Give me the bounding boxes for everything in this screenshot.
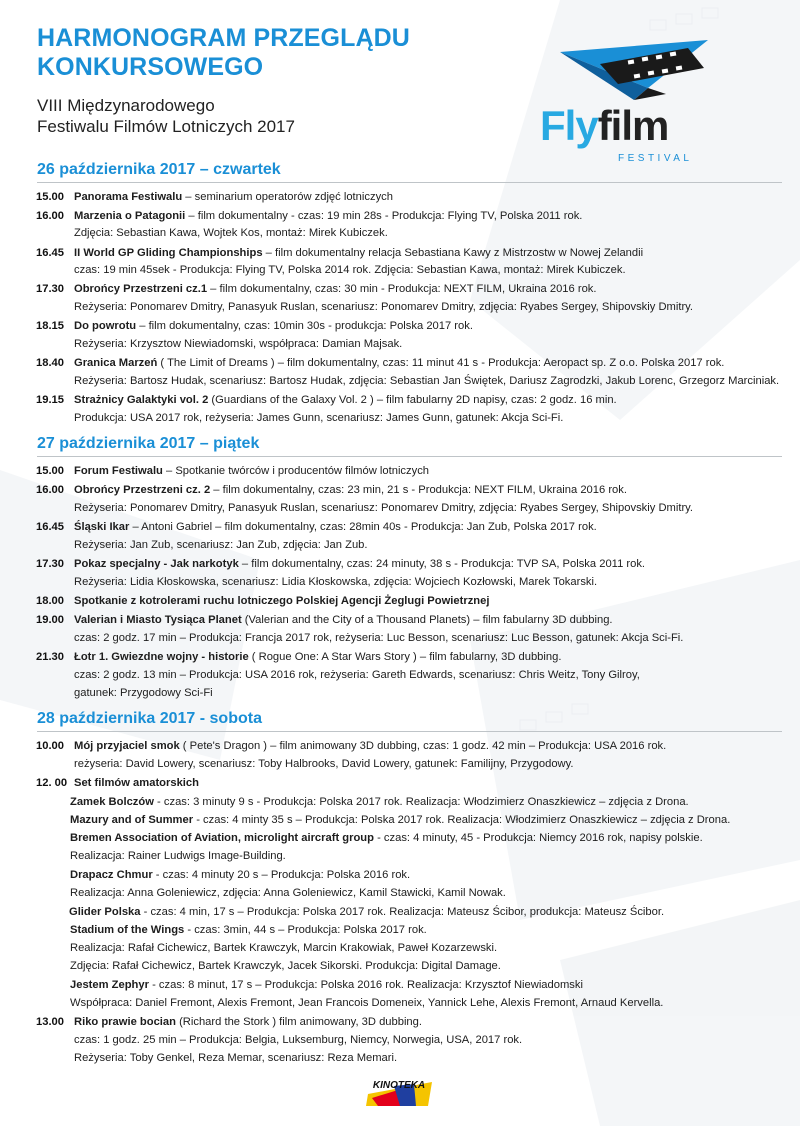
day-divider-2 — [37, 456, 782, 457]
entry-credits: Reżyseria: Toby Genkel, Reza Memar, scenariusz: Reza Memari. — [74, 1052, 398, 1064]
entry-credits: Zdjęcia: Sebastian Kawa, Wojtek Kos, montaż: Mirek Kubiczek. — [74, 227, 388, 239]
entry-details: - czas: 3min, 44 s – Produkcja: Polska 2017 rok. — [184, 924, 427, 936]
entry-text — [74, 520, 597, 535]
entry-details: ( Rogue One: A Star Wars Story ) – film fabularny, 3D dubbing. — [248, 651, 562, 663]
entry-details: – Spotkanie twórców i producentów filmów lotniczych — [162, 465, 430, 477]
entry-title: Śląski Ikar — [74, 521, 130, 533]
entry-text — [74, 739, 666, 754]
entry-title: Strażnicy Galaktyki vol. 2 — [74, 394, 209, 406]
entry-details: - czas: 3 minuty 9 s - Produkcja: Polska 2017 rok. Realizacja: Włodzimierz Onaszkiewicz – zdjęcia z Drona. — [153, 796, 689, 808]
entry-credits: Reżyseria: Ponomarev Dmitry, Panasyuk Ruslan, scenariusz: Ponomarev Dmitry, zdjęcia: Ryabes Sergey, Shipovskiy Dmitry. — [74, 301, 694, 313]
entry-text — [74, 356, 724, 371]
entry-time: 16.00 — [36, 210, 64, 222]
entry-title: II World GP Gliding Championships — [74, 247, 263, 259]
entry-text — [70, 923, 427, 938]
entry-text — [74, 282, 597, 297]
entry-details: – film dokumentalny, czas: 24 minuty, 38 s - Produkcja: TVP SA, Polska 2011 rok. — [238, 558, 646, 570]
entry-time: 12. 00 — [36, 777, 68, 789]
entry-title: Set filmów amatorskich — [74, 777, 199, 789]
entry-time: 18.40 — [36, 357, 64, 369]
entry-time: 15.00 — [36, 465, 64, 477]
entry-details: (Richard the Stork ) film animowany, 3D dubbing. — [175, 1016, 422, 1028]
day-heading-1: 26 października 2017 – czwartek — [37, 161, 281, 178]
entry-time: 16.45 — [36, 247, 64, 259]
entry-title: Zamek Bolczów — [70, 796, 154, 808]
entry-text — [74, 319, 473, 334]
entry-details: – film dokumentalny - czas: 19 min 28s - Produkcja: Flying TV, Polska 2011 rok. — [185, 210, 583, 222]
entry-text — [74, 190, 393, 205]
entry-text — [74, 246, 643, 261]
entry-text — [70, 795, 689, 810]
entry-text — [70, 868, 410, 883]
entry-details: - czas: 4 minty 35 s – Produkcja: Polska 2017 rok. Realizacja: Włodzimierz Onaszkiewicz – zdjęcia z Drona. — [193, 814, 731, 826]
entry-title: Pokaz specjalny - Jak narkotyk — [74, 558, 239, 570]
entry-time: 10.00 — [36, 740, 64, 752]
entry-credits: Reżyseria: Jan Zub, scenariusz: Jan Zub, zdjęcia: Jan Zub. — [74, 539, 368, 551]
entry-credits: Reżyseria: Ponomarev Dmitry, Panasyuk Ruslan, scenariusz: Ponomarev Dmitry, zdjęcia: Ryabes Sergey, Shipovskiy Dmitry. — [74, 502, 694, 514]
entry-title: Marzenia o Patagonii — [74, 210, 186, 222]
logo-fly-text: Fly — [540, 102, 598, 149]
entry-text — [74, 209, 582, 224]
entry-title: Granica Marzeń — [74, 357, 158, 369]
entry-time: 19.00 — [36, 614, 64, 626]
entry-details: – Antoni Gabriel – film dokumentalny, czas: 28min 40s - Produkcja: Jan Zub, Polska 2017 rok. — [129, 521, 597, 533]
kinoteka-logo-text: KINOTEKA — [372, 1080, 426, 1091]
entry-title: Forum Festiwalu — [74, 465, 163, 477]
entry-credits: Współpraca: Daniel Fremont, Alexis Fremont, Jean Francois Domeneix, Yannick Lehe, Alexis Fremont, Arnaud Kervella. — [70, 997, 664, 1009]
entry-credits: czas: 2 godz. 13 min – Produkcja: USA 2016 rok, reżyseria: Gareth Edwards, scenariusz: Chris Weitz, Tony Gilroy, — [74, 669, 640, 681]
entry-credits: Zdjęcia: Rafał Cichewicz, Bartek Krawczyk, Jacek Sikorski. Produkcja: Digital Damage. — [70, 960, 501, 972]
entry-credits: czas: 2 godz. 17 min – Produkcja: Francja 2017 rok, reżyseria: Luc Besson, scenariusz: Luc Besson, gatunek: Akcja Sci-Fi. — [74, 632, 684, 644]
entry-credits: Produkcja: USA 2017 rok, reżyseria: James Gunn, scenariusz: James Gunn, gatunek: Akcja Sci-Fi. — [74, 412, 564, 424]
entry-details: - czas: 4 minuty, 45 - Produkcja: Niemcy 2016 rok, napisy polskie. — [373, 832, 703, 844]
entry-text — [74, 776, 199, 791]
entry-time: 18.00 — [36, 595, 64, 607]
entry-title: Valerian i Miasto Tysiąca Planet — [74, 614, 242, 626]
entry-time: 16.00 — [36, 484, 64, 496]
entry-details: – film dokumentalny relacja Sebastiana Kawy z Mistrzostw w Nowej Zelandii — [262, 247, 644, 259]
entry-time: 17.30 — [36, 558, 64, 570]
entry-details: - czas: 4 min, 17 s – Produkcja: Polska 2017 rok. Realizacja: Mateusz Ścibor, produkcja: Mateusz Ścibor. — [140, 906, 665, 918]
entry-text — [74, 594, 489, 609]
page-subtitle — [37, 95, 295, 137]
entry-credits: gatunek: Przygodowy Sci-Fi — [74, 687, 213, 699]
entry-title: Riko prawie bocian — [74, 1016, 176, 1028]
kinoteka-sponsor-logo-icon — [358, 1076, 440, 1110]
entry-text — [74, 613, 613, 628]
entry-text — [74, 1015, 422, 1030]
entry-time: 18.15 — [36, 320, 64, 332]
entry-credits: Realizacja: Rafał Cichewicz, Bartek Krawczyk, Marcin Krakowiak, Paweł Kozarzewski. — [70, 942, 498, 954]
entry-title: Panorama Festiwalu — [74, 191, 183, 203]
entry-details: (Valerian and the City of a Thousand Planets) – film fabularny 3D dubbing. — [241, 614, 613, 626]
entry-text — [69, 905, 664, 920]
entry-details: ( The Limit of Dreams ) – film dokumentalny, czas: 11 minut 41 s - Produkcja: Aeropact sp. Z o.o. Polska 2017 rok. — [157, 357, 725, 369]
entry-credits: reżyseria: David Lowery, scenariusz: Toby Halbrooks, David Lowery, gatunek: Familijny, Przygodowy. — [74, 758, 574, 770]
entry-text — [74, 483, 627, 498]
logo-festival-text: FESTIVAL — [618, 153, 693, 164]
entry-details: - czas: 4 minuty 20 s – Produkcja: Polska 2016 rok. — [152, 869, 411, 881]
entry-time: 17.30 — [36, 283, 64, 295]
page-title-line-2: KONKURSOWEGO — [37, 53, 264, 81]
entry-details: – seminarium operatorów zdjęć lotniczych — [182, 191, 393, 203]
entry-credits: czas: 19 min 45sek - Produkcja: Flying TV, Polska 2014 rok. Zdjęcia: Sebastian Kawa, montaż: Mirek Kubiczek. — [74, 264, 626, 276]
entry-time: 16.45 — [36, 521, 64, 533]
flyfilm-logo-wordmark — [540, 103, 668, 149]
entry-time: 19.15 — [36, 394, 64, 406]
page-title-line-1: HARMONOGRAM PRZEGLĄDU — [37, 24, 410, 52]
subtitle-line-2: Festiwalu Filmów Lotniczych 2017 — [37, 117, 295, 136]
entry-details: – film dokumentalny, czas: 30 min - Produkcja: NEXT FILM, Ukraina 2016 rok. — [207, 283, 597, 295]
entry-title: Jestem Zephyr — [70, 979, 149, 991]
day-divider-3 — [37, 731, 782, 732]
entry-text — [74, 557, 645, 572]
logo-film-text: film — [597, 102, 669, 149]
entry-details: - czas: 8 minut, 17 s – Produkcja: Polska 2016 rok. Realizacja: Krzysztof Niewiadomski — [148, 979, 583, 991]
entry-credits: Realizacja: Rainer Ludwigs Image-Building. — [70, 850, 286, 862]
entry-title: Mazury and of Summer — [70, 814, 194, 826]
entry-text — [70, 978, 583, 993]
entry-text — [70, 831, 703, 846]
day-divider-1 — [37, 182, 782, 183]
entry-title: Mój przyjaciel smok — [74, 740, 180, 752]
entry-text — [74, 393, 617, 408]
entry-credits: Reżyseria: Krzysztow Niewiadomski, współpraca: Damian Majsak. — [74, 338, 403, 350]
entry-title: Drapacz Chmur — [70, 869, 153, 881]
entry-text — [70, 813, 730, 828]
entry-credits: Realizacja: Anna Goleniewicz, zdjęcia: Anna Goleniewicz, Kamil Stawicki, Kamil Nowak. — [70, 887, 506, 899]
entry-text — [74, 650, 561, 665]
entry-time: 21.30 — [36, 651, 64, 663]
day-heading-3: 28 października 2017 - sobota — [37, 710, 262, 727]
entry-title: Spotkanie z kotrolerami ruchu lotniczego Polskiej Agencji Żeglugi Powietrznej — [74, 595, 490, 607]
entry-credits: czas: 1 godz. 25 min – Produkcja: Belgia, Luksemburg, Niemcy, Norwegia, USA, 2017 rok. — [74, 1034, 523, 1046]
entry-time: 13.00 — [36, 1016, 64, 1028]
entry-title: Bremen Association of Aviation, microlight aircraft group — [70, 832, 374, 844]
entry-details: ( Pete's Dragon ) – film animowany 3D dubbing, czas: 1 godz. 42 min – Produkcja: USA 2016 rok. — [179, 740, 667, 752]
day-heading-2: 27 października 2017 – piątek — [37, 435, 260, 452]
entry-title: Łotr 1. Gwiezdne wojny - historie — [74, 651, 249, 663]
entry-title: Glider Polska — [69, 906, 141, 918]
entry-details: – film dokumentalny, czas: 10min 30s - produkcja: Polska 2017 rok. — [136, 320, 473, 332]
entry-title: Obrońcy Przestrzeni cz.1 — [74, 283, 208, 295]
entry-credits: Reżyseria: Bartosz Hudak, scenariusz: Bartosz Hudak, zdjęcia: Sebastian Jan Świętek, Dariusz Zagrodzki, Jakub Lorenc, Grzegorz Marciniak. — [74, 375, 780, 387]
entry-text — [74, 464, 429, 479]
entry-title: Do powrotu — [74, 320, 137, 332]
entry-credits: Reżyseria: Lidia Kłoskowska, scenariusz: Lidia Kłoskowska, zdjęcia: Wojciech Kozłowski, Marek Tokarski. — [74, 576, 598, 588]
page-title — [37, 24, 410, 82]
subtitle-line-1: VIII Międzynarodowego — [37, 96, 215, 115]
entry-time: 15.00 — [36, 191, 64, 203]
entry-details: – film dokumentalny, czas: 23 min, 21 s - Produkcja: NEXT FILM, Ukraina 2016 rok. — [210, 484, 627, 496]
entry-title: Obrońcy Przestrzeni cz. 2 — [74, 484, 211, 496]
entry-details: (Guardians of the Galaxy Vol. 2 ) – film fabularny 2D napisy, czas: 2 godz. 16 min. — [208, 394, 617, 406]
entry-title: Stadium of the Wings — [70, 924, 185, 936]
